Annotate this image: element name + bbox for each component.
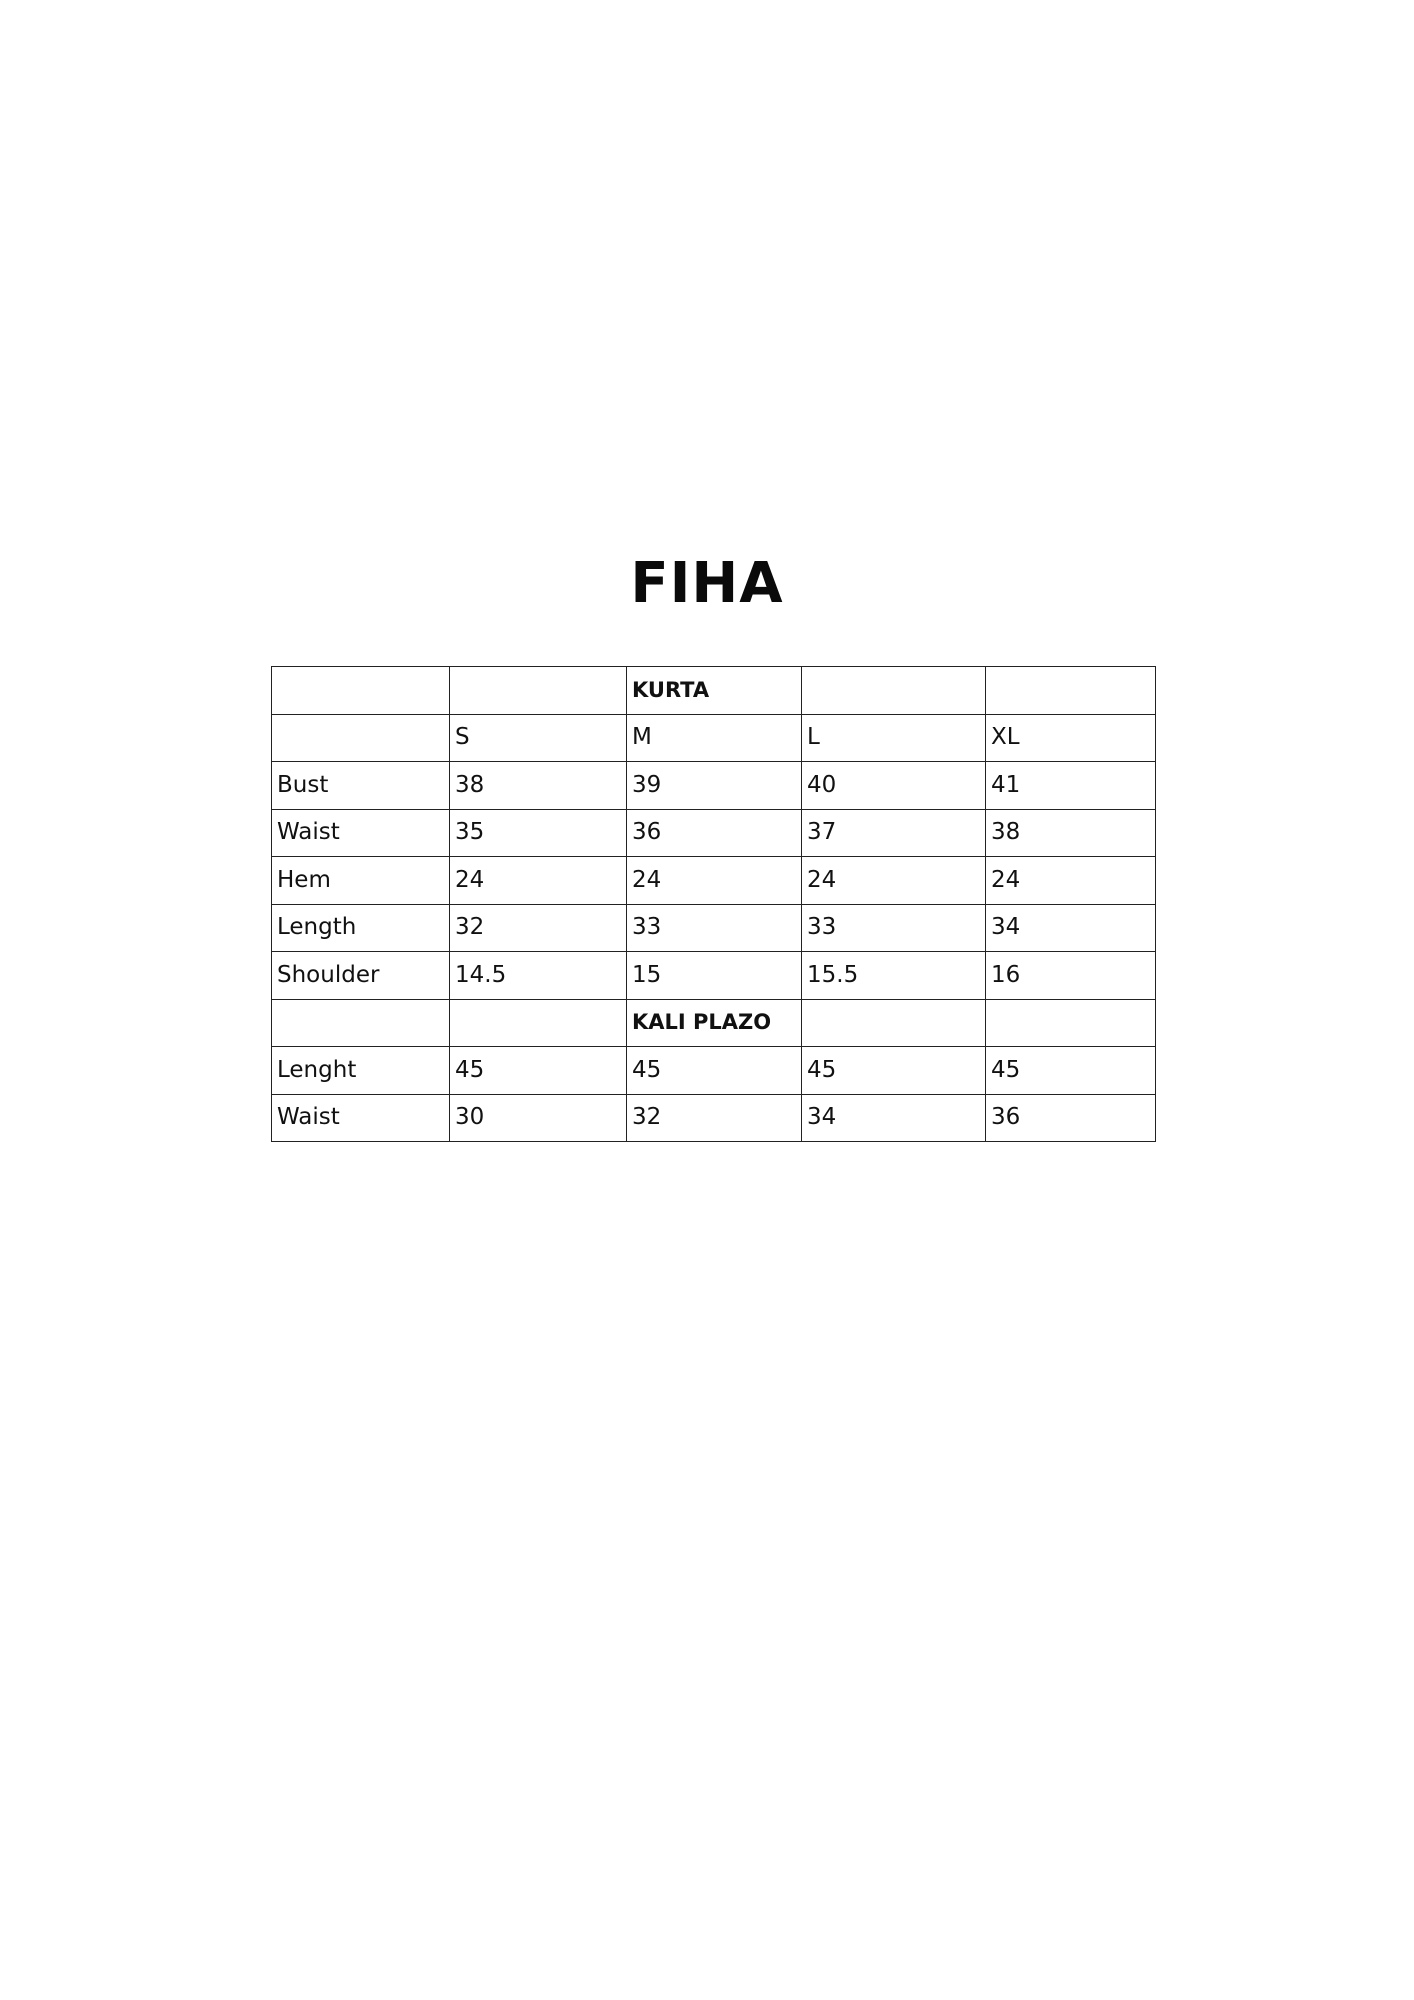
table-cell: 15.5 xyxy=(802,952,986,1000)
table-cell: 38 xyxy=(450,762,627,810)
table-cell: 32 xyxy=(450,904,627,952)
table-row-size-header xyxy=(272,714,1156,762)
table-cell: 45 xyxy=(627,1047,802,1095)
table-cell: 36 xyxy=(627,809,802,857)
table-cell: 38 xyxy=(986,809,1156,857)
table-cell: 34 xyxy=(802,1094,986,1142)
row-label-bust: Bust xyxy=(272,762,450,810)
section-heading-kurta: KURTA xyxy=(627,667,802,715)
table-row xyxy=(272,904,1156,952)
table-row-kurta-section xyxy=(272,667,1156,715)
row-label-waist: Waist xyxy=(272,809,450,857)
table-cell: 24 xyxy=(627,857,802,905)
size-chart-table xyxy=(271,666,1156,1142)
table-row xyxy=(272,762,1156,810)
row-label-shoulder: Shoulder xyxy=(272,952,450,1000)
table-cell: 45 xyxy=(450,1047,627,1095)
column-header-s: S xyxy=(450,714,627,762)
table-cell: 40 xyxy=(802,762,986,810)
table-cell: 39 xyxy=(627,762,802,810)
column-header-m: M xyxy=(627,714,802,762)
table-cell xyxy=(450,667,627,715)
table-row-kali-plazo-section xyxy=(272,999,1156,1047)
row-label-length: Length xyxy=(272,904,450,952)
table-cell: 41 xyxy=(986,762,1156,810)
table-cell: 30 xyxy=(450,1094,627,1142)
table-cell xyxy=(802,667,986,715)
table-cell: 14.5 xyxy=(450,952,627,1000)
table-cell: 36 xyxy=(986,1094,1156,1142)
table-cell: 37 xyxy=(802,809,986,857)
table-cell xyxy=(272,999,450,1047)
table-cell: 24 xyxy=(986,857,1156,905)
table-cell: 16 xyxy=(986,952,1156,1000)
table-cell: 45 xyxy=(986,1047,1156,1095)
table-cell xyxy=(450,999,627,1047)
table-cell: 24 xyxy=(450,857,627,905)
table-cell xyxy=(802,999,986,1047)
page-title: FIHA xyxy=(630,551,784,616)
table-cell xyxy=(986,667,1156,715)
table-cell: 33 xyxy=(802,904,986,952)
row-label-lenght: Lenght xyxy=(272,1047,450,1095)
column-header-l: L xyxy=(802,714,986,762)
table-row xyxy=(272,1047,1156,1095)
table-cell: 15 xyxy=(627,952,802,1000)
table-cell: 45 xyxy=(802,1047,986,1095)
section-heading-kali-plazo: KALI PLAZO xyxy=(627,999,802,1047)
table-row xyxy=(272,809,1156,857)
table-cell: 33 xyxy=(627,904,802,952)
column-header-xl: XL xyxy=(986,714,1156,762)
table-cell: 24 xyxy=(802,857,986,905)
row-label-hem: Hem xyxy=(272,857,450,905)
table-row xyxy=(272,857,1156,905)
table-cell: 32 xyxy=(627,1094,802,1142)
table-cell xyxy=(986,999,1156,1047)
row-label-waist: Waist xyxy=(272,1094,450,1142)
table-row xyxy=(272,952,1156,1000)
table-cell xyxy=(272,714,450,762)
table-cell xyxy=(272,667,450,715)
table-cell: 35 xyxy=(450,809,627,857)
table-row xyxy=(272,1094,1156,1142)
table-cell: 34 xyxy=(986,904,1156,952)
